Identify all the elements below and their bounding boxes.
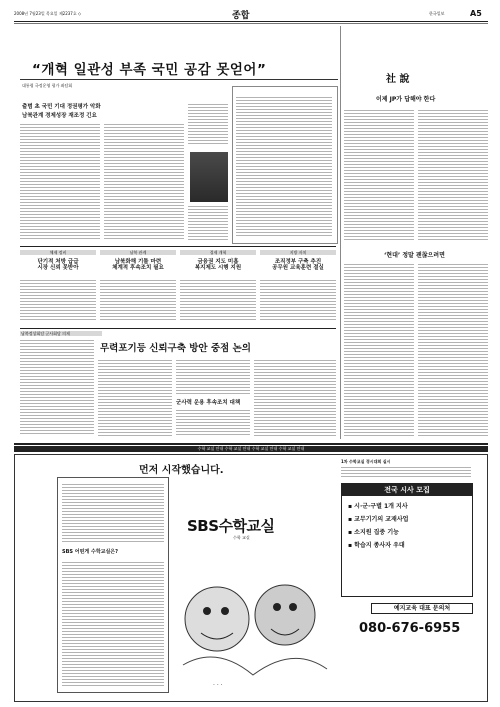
- column-divider: [340, 26, 341, 439]
- section2-kicker: 남북정상회담 군사회담 의제: [20, 331, 102, 336]
- side-text: [341, 467, 471, 479]
- col-body: [20, 280, 96, 322]
- col-kicker: 경제 개혁: [180, 250, 256, 255]
- article-body: [20, 124, 100, 240]
- col-title: 금융권 지도 미흡: [197, 259, 239, 265]
- recruit-item-label: 학습지 종사자 우대: [354, 542, 405, 549]
- recruit-box: [341, 483, 473, 597]
- schedule-table: [232, 86, 338, 244]
- col-title: 단기적 처방 급급: [37, 259, 79, 265]
- illustration-svg: [173, 545, 337, 695]
- paper-name: 한국일보: [429, 11, 445, 16]
- section2-body: [176, 410, 250, 436]
- ad-frame: [14, 454, 488, 702]
- section-rule: [20, 246, 336, 247]
- ad-info-text: [62, 484, 164, 544]
- middle-col: [20, 250, 96, 271]
- editorial-body: [418, 110, 488, 240]
- section2-body: [20, 340, 94, 436]
- section-rule: [20, 328, 336, 329]
- recruit-item-label: 교무기기의 교재사업: [354, 516, 409, 523]
- headline-rule: [20, 79, 338, 80]
- section2-body: [254, 360, 336, 436]
- col-kicker: 남북 관계: [100, 250, 176, 255]
- col-sub: 시장 신뢰 못받아: [37, 265, 79, 271]
- issue-date: 2008년 7월23일 목요일 제2237호 ◇: [14, 11, 82, 16]
- section2-body: [176, 360, 250, 396]
- recruit-title: 전국 시사 모집: [342, 484, 472, 496]
- illustration: [173, 545, 337, 695]
- recruit-item: ▪ 학습지 종사자 우대: [348, 542, 405, 549]
- middle-row: [20, 250, 336, 325]
- ad-q-title: SBS 어떤게 수학교실은?: [62, 549, 119, 555]
- col-sub: 체계적 후속조치 필요: [112, 265, 164, 271]
- page-number: A5: [470, 9, 482, 18]
- recruit-item: ▪ 교무기기의 교재사업: [348, 516, 409, 523]
- svg-text:· · ·: · · ·: [213, 682, 223, 689]
- feature-deck: 대통령 국정운영 평가 좌담회: [22, 83, 73, 88]
- ad-top-banner: 수학 교실 안내 수학 교실 안내 수학 교실 안내 수학 교실 안내: [14, 446, 488, 452]
- middle-col: [260, 250, 336, 271]
- col-title: 조직정부 구축 추진: [274, 259, 322, 265]
- col-kicker: 체제 정비: [20, 250, 96, 255]
- col-sub: 공무원 교육훈련 절실: [272, 265, 324, 271]
- section2-body: [98, 360, 172, 436]
- ad-info-text: [62, 562, 164, 686]
- col-body: [100, 280, 176, 322]
- recruit-item-label: 시·군·구별 1개 지사: [354, 503, 408, 510]
- phone-number[interactable]: 080-676-6955: [359, 621, 461, 636]
- masthead: [14, 8, 488, 20]
- masthead-rule: [14, 21, 488, 22]
- article-body: [188, 206, 228, 242]
- editorial-title-1: 이제 JP가 답해야 한다: [376, 96, 436, 103]
- brand-sub: 수학 교실: [233, 535, 250, 540]
- feature-headline: “개혁 일관성 부족 국민 공감 못얻어”: [32, 62, 267, 78]
- brand-title: SBS수학교실: [187, 517, 275, 535]
- table-rows: [236, 97, 332, 237]
- section-title: 종합: [232, 11, 250, 21]
- recruit-item-label: 소지원 집중 기능: [354, 529, 399, 536]
- editorial-body: [418, 264, 488, 436]
- section2-headline: 무력포기등 신뢰구축 방안 중점 논의: [100, 343, 251, 354]
- article-body: [188, 104, 228, 144]
- kicker-2: 남북관계 경제성장 재조정 긴요: [22, 113, 97, 119]
- portrait-photo: [190, 152, 228, 202]
- recruit-item: ▪ 시·군·구별 1개 지사: [348, 503, 408, 510]
- kicker-1: 출범 초 국민 기대 정권평가 악화: [22, 104, 101, 110]
- side-title: 1차 수학교실 경시대회 실시: [341, 459, 391, 464]
- ad-top-rule: [14, 443, 488, 445]
- middle-col: [180, 250, 256, 271]
- col-body: [180, 280, 256, 322]
- editorial-body: [344, 110, 414, 240]
- editorial-label: 社 說: [386, 74, 410, 85]
- middle-col: [100, 250, 176, 271]
- editorial-title-2: ‘현대’ 정말 괜찮으려면: [384, 252, 445, 259]
- ad-slogan: 먼저 시작했습니다.: [139, 465, 224, 476]
- col-kicker: 지방 자치: [260, 250, 336, 255]
- col-body: [260, 280, 336, 322]
- ad-info-card: [57, 477, 169, 693]
- col-sub: 복지제도 시행 지원: [194, 265, 242, 271]
- editorial-body: [344, 264, 414, 436]
- contact-label: 예지교육 대표 문의처: [371, 603, 473, 614]
- masthead-rule-thin: [14, 23, 488, 24]
- col-title: 남북화해 기틀 마련: [114, 259, 162, 265]
- recruit-item: ▪ 소지원 집중 기능: [348, 529, 399, 536]
- section2-subhead: 군사력 운용 후속조치 대책: [176, 400, 241, 406]
- article-body: [104, 124, 184, 240]
